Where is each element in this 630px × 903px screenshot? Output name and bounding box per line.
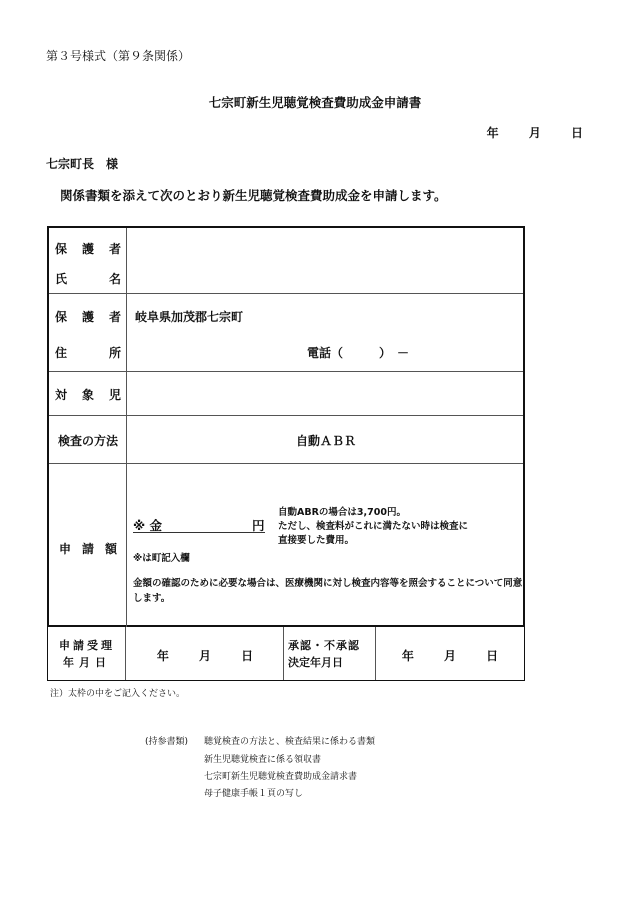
amount-prefix: ※ 金 <box>133 518 163 533</box>
name-label: 氏 名 <box>55 272 121 286</box>
addressee: 七宗町長 様 <box>46 157 119 171</box>
address-prefix[interactable]: 岐阜県加茂郡七宗町 <box>135 310 244 324</box>
consent-text: 金額の確認のために必要な場合は、医療機関に対し検査内容等を照会することについて同意します。 <box>133 578 523 604</box>
decision-date-cell[interactable] <box>376 627 524 680</box>
amount-row <box>49 464 523 627</box>
application-date[interactable]: 年 月 日 <box>486 126 584 140</box>
date-row <box>47 627 525 681</box>
application-table <box>47 226 525 627</box>
amount-unit: 円 <box>252 518 265 533</box>
test-method-label <box>49 416 127 463</box>
decision-date-value: 年 月 日 <box>401 649 499 663</box>
guardian-address-row <box>49 294 523 372</box>
form-number: 第３号様式（第９条関係） <box>46 49 191 63</box>
test-method-label-text: 検査の方法 <box>57 434 118 448</box>
target-child-row <box>49 372 523 416</box>
guardian-name-label <box>49 228 127 293</box>
application-statement: 関係書類を添えて次のとおり新生児聴覚検査費助成金を申請します。 <box>60 188 447 203</box>
attachments-label: (持参書類) <box>145 737 189 747</box>
test-method-row <box>49 416 523 464</box>
town-note: ※は町記入欄 <box>133 553 190 564</box>
guardian-name-field[interactable] <box>135 252 515 274</box>
test-method-value: 自動ＡＢＲ <box>295 434 356 448</box>
amount-field[interactable] <box>137 522 237 534</box>
target-child-label <box>49 372 127 415</box>
receipt-label-line1: 申請受理 <box>59 639 115 652</box>
attachment-item: 母子健康手帳１頁の写し <box>204 789 304 799</box>
condition-line1: 自動ABRの場合は3,700円。 <box>278 507 406 518</box>
page-title: 七宗町新生児聴覚検査費助成金申請書 <box>208 95 422 110</box>
guardian-address-label <box>49 294 127 371</box>
condition-line3: 直接要した費用。 <box>278 535 355 546</box>
target-child-field[interactable] <box>135 384 515 404</box>
decision-label-line1: 承認・不承認 <box>288 639 360 652</box>
decision-label-line2: 決定年月日 <box>288 656 343 669</box>
attachment-item: 七宗町新生児聴覚検査費助成金請求書 <box>204 772 358 782</box>
amount-label-text: 申 請 額 <box>59 542 117 556</box>
receipt-date-cell[interactable] <box>126 627 284 680</box>
footnote: 注）太枠の中をご記入ください。 <box>50 689 186 699</box>
guardian-label: 保 護 者 <box>55 310 121 324</box>
guardian-name-row <box>49 228 523 294</box>
phone-field[interactable]: 電話（ ） － <box>307 346 410 360</box>
attachment-item: 聴覚検査の方法と、検査結果に係わる書類 <box>204 737 376 747</box>
guardian-label: 保 護 者 <box>55 242 121 256</box>
receipt-label-line2: 年月日 <box>63 656 111 669</box>
receipt-label <box>48 627 126 680</box>
decision-label <box>284 627 376 680</box>
target-child-label-text: 対 象 児 <box>55 388 121 402</box>
address-label: 住 所 <box>55 346 121 360</box>
attachment-item: 新生児聴覚検査に係る領収書 <box>204 755 322 765</box>
amount-label <box>49 464 127 627</box>
receipt-date-value: 年 月 日 <box>156 649 254 663</box>
condition-line2: ただし、検査料がこれに満たない時は検査に <box>278 521 469 532</box>
